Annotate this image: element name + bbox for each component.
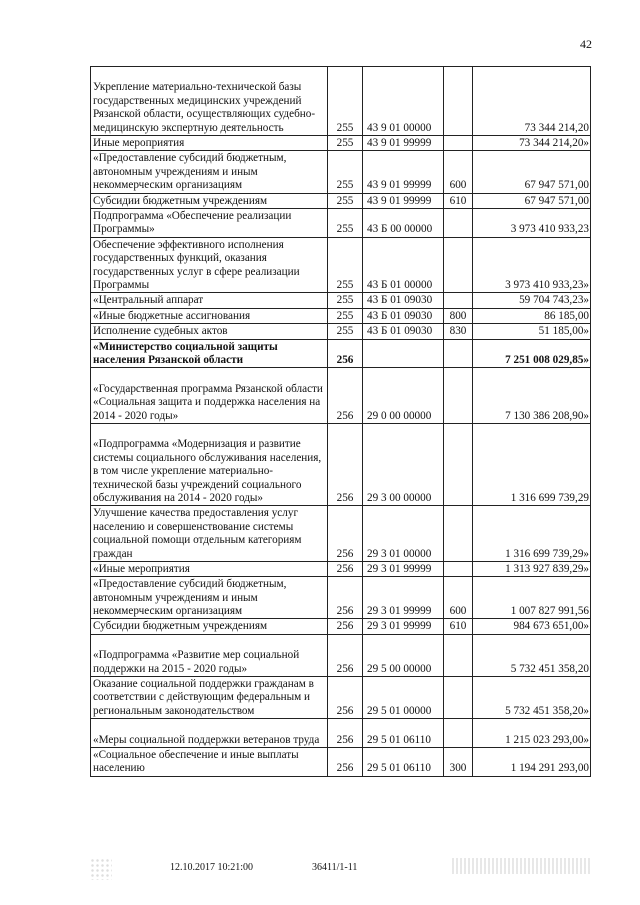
row-target-article: 43 9 01 99999 bbox=[363, 193, 444, 208]
row-target-article: 43 Б 00 00000 bbox=[363, 208, 444, 237]
row-expense-type bbox=[444, 561, 473, 576]
row-name: «Подпрограмма «Модернизация и развитие системы социального обслуживания населения, в том числе укрепление материально-технической базы учреждений социального обслуживания на 2014 - 2020 годы» bbox=[91, 423, 328, 505]
row-expense-type bbox=[444, 136, 473, 151]
row-target-article: 29 3 01 99999 bbox=[363, 561, 444, 576]
row-amount: 51 185,00» bbox=[473, 324, 591, 339]
row-name: «Меры социальной поддержки ветеранов труда bbox=[91, 719, 328, 748]
row-amount: 3 973 410 933,23 bbox=[473, 208, 591, 237]
row-amount: 7 251 008 029,85» bbox=[473, 339, 591, 368]
table-row bbox=[91, 719, 591, 748]
row-expense-type bbox=[444, 67, 473, 136]
row-name: «Иные мероприятия bbox=[91, 561, 328, 576]
table-row bbox=[91, 293, 591, 308]
row-department-code: 255 bbox=[328, 67, 363, 136]
scan-mark bbox=[90, 858, 112, 880]
row-expense-type: 600 bbox=[444, 151, 473, 193]
row-name: «Иные бюджетные ассигнования bbox=[91, 308, 328, 323]
row-amount: 73 344 214,20» bbox=[473, 136, 591, 151]
row-target-article: 43 Б 01 00000 bbox=[363, 237, 444, 293]
row-expense-type bbox=[444, 634, 473, 676]
row-target-article bbox=[363, 339, 444, 368]
table-row bbox=[91, 368, 591, 424]
row-expense-type bbox=[444, 208, 473, 237]
row-department-code: 255 bbox=[328, 237, 363, 293]
table-row bbox=[91, 151, 591, 193]
row-department-code: 256 bbox=[328, 561, 363, 576]
row-department-code: 256 bbox=[328, 677, 363, 719]
table-row bbox=[91, 324, 591, 339]
row-name: «Предоставление субсидий бюджетным, автономным учреждениям и иным некоммерческим организациям bbox=[91, 577, 328, 619]
table-row bbox=[91, 67, 591, 136]
row-department-code: 255 bbox=[328, 293, 363, 308]
row-target-article: 43 9 01 99999 bbox=[363, 151, 444, 193]
table-row bbox=[91, 506, 591, 562]
row-name: Улучшение качества предоставления услуг населению и совершенствование системы социальной помощи отдельным категориям граждан bbox=[91, 506, 328, 562]
row-expense-type bbox=[444, 368, 473, 424]
row-name: Субсидии бюджетным учреждениям bbox=[91, 619, 328, 634]
table-row bbox=[91, 237, 591, 293]
row-target-article: 29 5 01 06110 bbox=[363, 719, 444, 748]
row-expense-type: 300 bbox=[444, 748, 473, 777]
row-target-article: 43 Б 01 09030 bbox=[363, 308, 444, 323]
row-expense-type bbox=[444, 293, 473, 308]
row-amount: 5 732 451 358,20 bbox=[473, 634, 591, 676]
table-row bbox=[91, 208, 591, 237]
row-expense-type bbox=[444, 719, 473, 748]
row-department-code: 256 bbox=[328, 368, 363, 424]
table-row bbox=[91, 634, 591, 676]
row-expense-type bbox=[444, 237, 473, 293]
table-row bbox=[91, 619, 591, 634]
row-department-code: 256 bbox=[328, 339, 363, 368]
table-row bbox=[91, 561, 591, 576]
row-department-code: 256 bbox=[328, 577, 363, 619]
row-name: Обеспечение эффективного исполнения государственных функций, оказания государственных услуг в сфере реализации Программы bbox=[91, 237, 328, 293]
row-amount: 3 973 410 933,23» bbox=[473, 237, 591, 293]
table-row bbox=[91, 339, 591, 368]
row-target-article: 29 5 01 06110 bbox=[363, 748, 444, 777]
row-name: Укрепление материально-технической базы государственных медицинских учреждений Рязанской области, осуществляющих судебно-медицинскую экспертную деятельность bbox=[91, 67, 328, 136]
row-expense-type: 610 bbox=[444, 193, 473, 208]
row-amount: 59 704 743,23» bbox=[473, 293, 591, 308]
row-amount: 86 185,00 bbox=[473, 308, 591, 323]
row-target-article: 43 Б 01 09030 bbox=[363, 324, 444, 339]
row-amount: 67 947 571,00 bbox=[473, 193, 591, 208]
row-amount: 1 194 291 293,00 bbox=[473, 748, 591, 777]
row-target-article: 29 0 00 00000 bbox=[363, 368, 444, 424]
row-expense-type bbox=[444, 339, 473, 368]
row-department-code: 255 bbox=[328, 208, 363, 237]
row-name: Субсидии бюджетным учреждениям bbox=[91, 193, 328, 208]
faded-stamp bbox=[452, 858, 592, 874]
row-target-article: 43 9 01 00000 bbox=[363, 67, 444, 136]
row-target-article: 29 3 01 99999 bbox=[363, 619, 444, 634]
table-row bbox=[91, 677, 591, 719]
row-name: «Подпрограмма «Развитие мер социальной поддержки на 2015 - 2020 годы» bbox=[91, 634, 328, 676]
row-target-article: 43 9 01 99999 bbox=[363, 136, 444, 151]
row-expense-type: 610 bbox=[444, 619, 473, 634]
row-target-article: 29 5 00 00000 bbox=[363, 634, 444, 676]
row-department-code: 256 bbox=[328, 748, 363, 777]
row-name: Подпрограмма «Обеспечение реализации Программы» bbox=[91, 208, 328, 237]
row-name: «Предоставление субсидий бюджетным, автономным учреждениям и иным некоммерческим организациям bbox=[91, 151, 328, 193]
row-name: «Министерство социальной защиты населения Рязанской области bbox=[91, 339, 328, 368]
row-department-code: 255 bbox=[328, 193, 363, 208]
row-amount: 1 215 023 293,00» bbox=[473, 719, 591, 748]
row-target-article: 29 3 01 99999 bbox=[363, 577, 444, 619]
budget-table-body bbox=[91, 67, 591, 777]
row-expense-type bbox=[444, 506, 473, 562]
row-amount: 984 673 651,00» bbox=[473, 619, 591, 634]
row-amount: 1 316 699 739,29» bbox=[473, 506, 591, 562]
table-row bbox=[91, 748, 591, 777]
row-expense-type: 800 bbox=[444, 308, 473, 323]
row-name: Иные мероприятия bbox=[91, 136, 328, 151]
row-name: Исполнение судебных актов bbox=[91, 324, 328, 339]
row-name: «Социальное обеспечение и иные выплаты населению bbox=[91, 748, 328, 777]
row-target-article: 29 3 00 00000 bbox=[363, 423, 444, 505]
row-amount: 73 344 214,20 bbox=[473, 67, 591, 136]
table-row bbox=[91, 423, 591, 505]
row-name: «Центральный аппарат bbox=[91, 293, 328, 308]
table-row bbox=[91, 577, 591, 619]
row-name: Оказание социальной поддержки гражданам в соответствии с действующим федеральным и региональным законодательством bbox=[91, 677, 328, 719]
page-number: 42 bbox=[580, 37, 592, 51]
row-department-code: 256 bbox=[328, 634, 363, 676]
footer-document-number: 36411/1-11 bbox=[312, 862, 358, 873]
row-target-article: 43 Б 01 09030 bbox=[363, 293, 444, 308]
footer-date: 12.10.2017 10:21:00 bbox=[170, 862, 254, 873]
row-department-code: 255 bbox=[328, 151, 363, 193]
row-department-code: 255 bbox=[328, 136, 363, 151]
table-row bbox=[91, 308, 591, 323]
row-department-code: 256 bbox=[328, 719, 363, 748]
row-expense-type bbox=[444, 677, 473, 719]
row-amount: 1 007 827 991,56 bbox=[473, 577, 591, 619]
row-department-code: 256 bbox=[328, 506, 363, 562]
row-department-code: 255 bbox=[328, 308, 363, 323]
row-department-code: 256 bbox=[328, 423, 363, 505]
row-amount: 1 316 699 739,29 bbox=[473, 423, 591, 505]
budget-table bbox=[90, 66, 591, 777]
row-department-code: 256 bbox=[328, 619, 363, 634]
row-amount: 1 313 927 839,29» bbox=[473, 561, 591, 576]
row-target-article: 29 3 01 00000 bbox=[363, 506, 444, 562]
row-amount: 67 947 571,00 bbox=[473, 151, 591, 193]
table-row bbox=[91, 136, 591, 151]
row-expense-type: 600 bbox=[444, 577, 473, 619]
row-expense-type bbox=[444, 423, 473, 505]
row-name: «Государственная программа Рязанской области «Социальная защита и поддержка населения на 2014 - 2020 годы» bbox=[91, 368, 328, 424]
row-department-code: 255 bbox=[328, 324, 363, 339]
row-amount: 7 130 386 208,90» bbox=[473, 368, 591, 424]
row-expense-type: 830 bbox=[444, 324, 473, 339]
table-row bbox=[91, 193, 591, 208]
row-amount: 5 732 451 358,20» bbox=[473, 677, 591, 719]
row-target-article: 29 5 01 00000 bbox=[363, 677, 444, 719]
